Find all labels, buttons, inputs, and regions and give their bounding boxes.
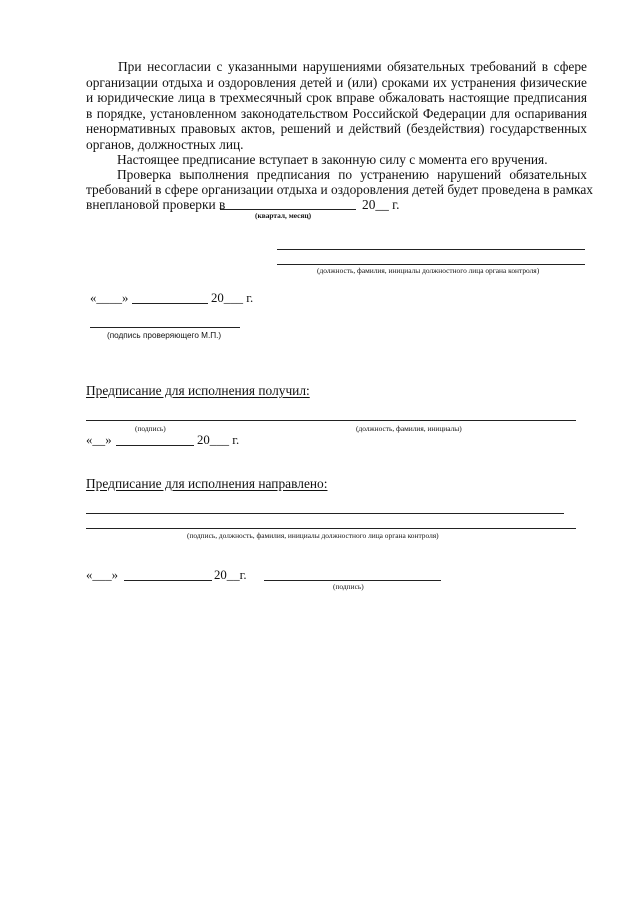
- verification-line-2: требований в сфере организации отдыха и оздоровления детей будет проведена в рамках: [86, 182, 593, 197]
- appeal-paragraph: При несогласии с указанными нарушениями обязательных требований в сфере организации отдыха и оздоровления детей и (или) сроками их устранения физические и юридические лица в трехмесячный срок вправе обжаловать настоящие предписания в порядке, установленном законодательством Российской Федерации для оспаривания ненормативных правовых актов, решений и действий (бездействия) государственных органов, должностных лиц.: [86, 59, 587, 152]
- received-signature-line[interactable]: [86, 420, 576, 421]
- effective-date-paragraph: Настоящее предписание вступает в законную силу с момента его вручения.: [117, 152, 548, 167]
- quarter-month-blank[interactable]: [220, 209, 356, 210]
- inspector-caption: (подпись проверяющего М.П.): [107, 331, 222, 340]
- sent-line-2[interactable]: [86, 528, 576, 529]
- inspector-signature-line[interactable]: [90, 327, 240, 328]
- sent-signature-line[interactable]: [264, 580, 441, 581]
- quarter-month-caption: (квартал, месяц): [255, 211, 312, 220]
- sent-line-1[interactable]: [86, 513, 564, 514]
- received-date-year: 20___ г.: [197, 433, 240, 447]
- sent-signature-caption: (подпись): [333, 582, 364, 591]
- sent-date-day: «___»: [86, 568, 118, 582]
- verification-line-3-prefix: внеплановой проверки в: [86, 197, 226, 212]
- date-1-month-blank[interactable]: [132, 303, 208, 304]
- date-1-year: 20___ г.: [211, 291, 254, 305]
- sent-heading: Предписание для исполнения направлено:: [86, 476, 328, 491]
- sent-date-month-blank[interactable]: [124, 580, 212, 581]
- received-date-month-blank[interactable]: [116, 445, 194, 446]
- received-position-caption: (должность, фамилия, инициалы): [356, 424, 462, 433]
- received-date-day: «__»: [86, 433, 112, 447]
- received-signature-caption: (подпись): [135, 424, 166, 433]
- verification-line-1: Проверка выполнения предписания по устранению нарушений обязательных: [117, 167, 587, 182]
- verification-year: 20__ г.: [362, 197, 400, 212]
- official-line-1[interactable]: [277, 249, 585, 250]
- official-line-2[interactable]: [277, 264, 585, 265]
- sent-caption: (подпись, должность, фамилия, инициалы должностного лица органа контроля): [187, 531, 439, 540]
- sent-date-year: 20__г.: [214, 568, 247, 582]
- date-1-day: «____»: [90, 291, 129, 305]
- received-heading: Предписание для исполнения получил:: [86, 383, 310, 398]
- official-caption: (должность, фамилия, инициалы должностного лица органа контроля): [317, 266, 540, 275]
